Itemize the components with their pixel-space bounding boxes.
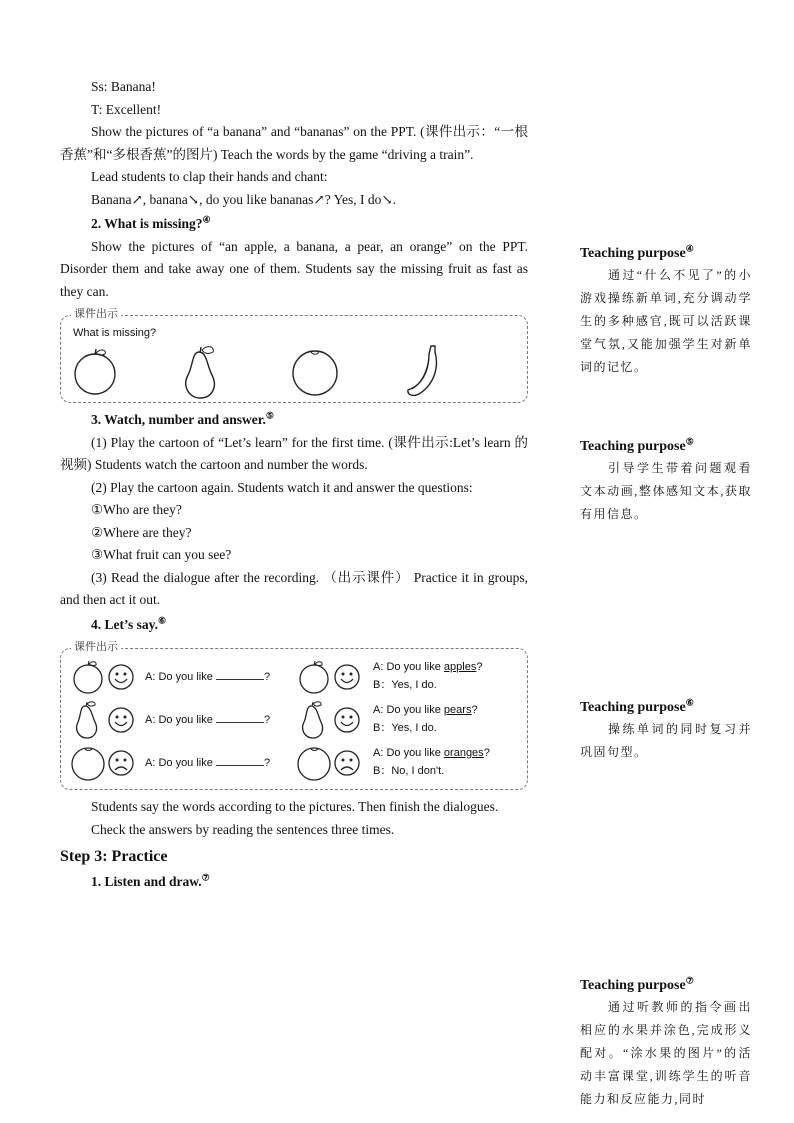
section-heading: 4. Let’s say.⑥: [91, 615, 167, 632]
sad-face-icon: [333, 749, 361, 777]
paragraph: (2) Play the cartoon again. Students watch it and answer the questions:: [91, 479, 473, 495]
question: ③What fruit can you see?: [91, 547, 232, 562]
note-title: Teaching purpose⑦: [580, 975, 694, 993]
dialogue-prompt: A: Do you like ?: [145, 757, 271, 769]
note-text: 通过“什么不见了”的小游戏操练新单词,充分调动学生的多种感官,既可以活跃课堂气氛,又能加强学生对新单词的记忆。: [580, 268, 752, 374]
teaching-purpose-note: [580, 437, 752, 526]
orange-icon: [289, 346, 341, 396]
note-text: 通过听教师的指令画出相应的水果并涂色,完成形义配对。“涂水果的图片”的活动丰富课堂,训练学生的听音能力和反应能力,同时: [580, 1000, 752, 1106]
dialogue-answer: B：Yes, I do.: [373, 722, 437, 734]
lesson-plan-main: [60, 76, 528, 894]
footnote-marker: ⑦: [201, 872, 210, 883]
pear-icon: [71, 700, 103, 740]
paragraph: Students say the words according to the pictures. Then finish the dialogues.: [91, 799, 499, 814]
teaching-purpose-note: [580, 698, 752, 764]
dialogue-question: A: Do you like apples?: [373, 661, 483, 673]
note-text: 引导学生带着问题观看文本动画,整体感知文本,获取有用信息。: [580, 461, 752, 521]
apple-icon: [297, 659, 331, 695]
dialogue-row: [61, 743, 527, 785]
pear-icon: [179, 344, 223, 400]
pear-icon: [297, 700, 329, 740]
orange-icon: [69, 745, 107, 781]
happy-face-icon: [333, 706, 361, 734]
courseware-label: 课件出示: [71, 640, 121, 654]
banana-icon: [401, 342, 449, 400]
dialogue-question: A: Do you like pears?: [373, 704, 478, 716]
section-heading: 1. Listen and draw.⑦: [91, 872, 210, 889]
dialogue-row: [61, 700, 527, 742]
step-heading: Step 3: Practice: [60, 848, 168, 865]
sad-face-icon: [107, 749, 135, 777]
chant-line: Banana↗, banana↘, do you like bananas↗? Yes, I do↘.: [91, 191, 397, 207]
dialogue-line: Ss: Banana!: [91, 79, 156, 94]
note-title: Teaching purpose⑤: [580, 436, 694, 454]
courseware-box-lets-say: [60, 640, 528, 790]
courseware-box-missing: [60, 307, 528, 403]
apple-icon: [71, 659, 105, 695]
teaching-purpose-note: [580, 976, 752, 1111]
dialogue-answer: B：No, I don't.: [373, 765, 445, 777]
paragraph: Show the pictures of “a banana” and “bananas” on the PPT. (课件出示：“一根香蕉”和“多根香蕉”的图片) Teach the words by the game “driving a train”.: [60, 124, 528, 162]
question: ②Where are they?: [91, 524, 192, 540]
paragraph: (3) Read the dialogue after the recording. （出示课件） Practice it in groups, and then act it out.: [60, 569, 528, 607]
note-title: Teaching purpose④: [580, 243, 694, 261]
section-heading: 2. What is missing?④: [91, 214, 211, 231]
footnote-marker: ⑥: [158, 615, 167, 625]
box-question: What is missing?: [73, 327, 157, 339]
dialogue-question: A: Do you like oranges?: [373, 747, 490, 759]
note-text: 操练单词的同时复习并巩固句型。: [580, 722, 752, 759]
footnote-marker: ⑤: [265, 410, 274, 421]
dialogue-row: [61, 657, 527, 699]
happy-face-icon: [107, 706, 135, 734]
apple-icon: [71, 346, 119, 396]
dialogue-prompt: A: Do you like ?: [145, 714, 271, 726]
paragraph: Check the answers by reading the sentences three times.: [91, 821, 395, 837]
dialogue-prompt: A: Do you like ?: [145, 671, 271, 683]
dialogue-line: T: Excellent!: [91, 101, 162, 117]
happy-face-icon: [333, 663, 361, 691]
note-title: Teaching purpose⑥: [580, 697, 694, 715]
courseware-label: 课件出示: [71, 307, 121, 321]
section-heading: 3. Watch, number and answer.⑤: [91, 410, 274, 427]
happy-face-icon: [107, 663, 135, 691]
question: ①Who are they?: [91, 502, 182, 517]
dialogue-answer: B：Yes, I do.: [373, 679, 437, 691]
footnote-marker: ④: [202, 214, 211, 225]
paragraph: Show the pictures of “an apple, a banana, a pear, an orange” on the PPT. Disorder them and take away one of them. Students say the missing fruit as fast as they can.: [60, 238, 528, 299]
paragraph: (1) Play the cartoon of “Let’s learn” for the first time. (课件出示:Let’s learn 的视频) Students watch the cartoon and number the words.: [60, 434, 528, 472]
orange-icon: [295, 745, 333, 781]
teaching-purpose-note: [580, 244, 752, 379]
paragraph: Lead students to clap their hands and chant:: [91, 169, 328, 184]
